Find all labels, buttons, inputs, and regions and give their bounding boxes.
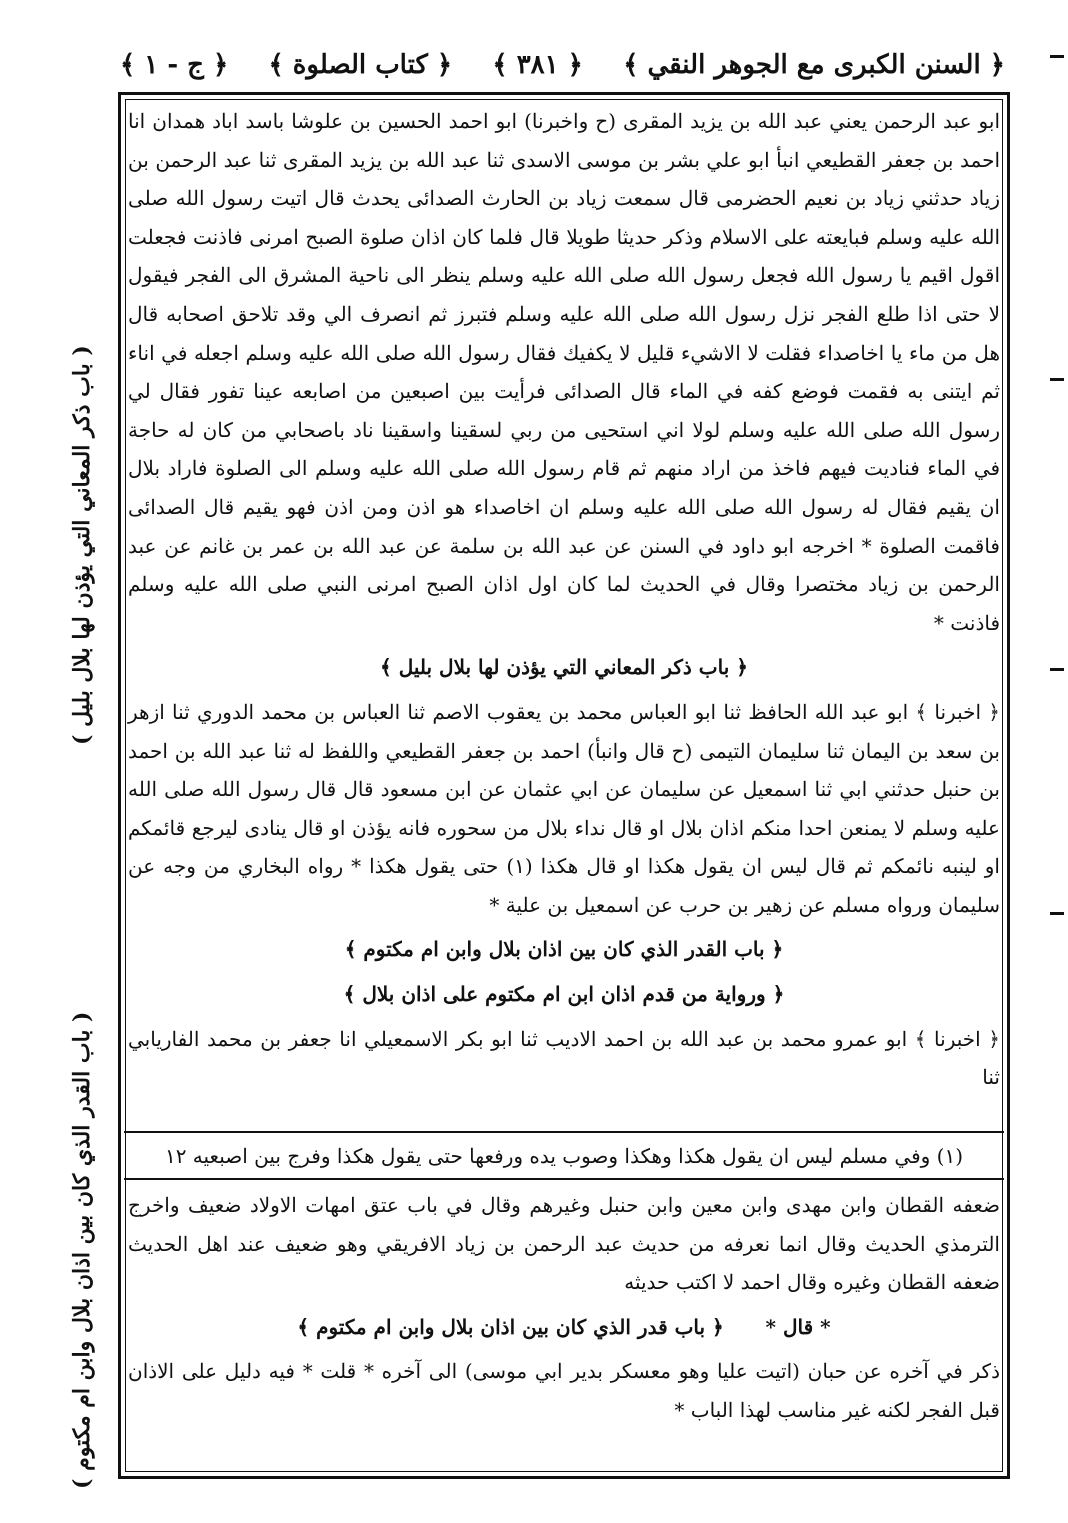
book-title: ﴿ السنن الكبرى مع الجوهر النقي ﴾ bbox=[623, 50, 1005, 80]
commentary-paragraph: ضعفه القطان وابن مهدى وابن معين وابن حنبل وغيرهم وقال في باب عتق امهات الاولاد ضعيف واخرج الترمذي الحديث وقال انما نعرفه من حديث عبد الرحمن بن زياد الافريقي وهو ضعيف عند اهل الحديث ضعفه القطان وغيره وقال احمد لا اكتب حديثه bbox=[128, 1193, 1000, 1295]
main-text bbox=[128, 102, 1000, 1132]
margin-mark bbox=[1050, 912, 1064, 915]
footnote: (١) وفي مسلم ليس ان يقول هكذا وهكذا وصوب يده ورفعها حتى يقول هكذا وفرج بين اصبعيه ١٢ bbox=[164, 1144, 964, 1168]
section-heading: ﴿ باب القدر الذي كان بين اذان بلال وابن ام مكتوم ﴾ bbox=[344, 937, 784, 962]
section-subheading: ﴿ ورواية من قدم اذان ابن ام مكتوم على اذان بلال ﴾ bbox=[343, 982, 785, 1007]
volume-label: ﴿ ج - ١ ﴾ bbox=[120, 50, 229, 80]
commentary-heading-text: ﴿ باب قدر الذي كان بين اذان بلال وابن ام مكتوم ﴾ bbox=[297, 1314, 724, 1339]
commentary-divider bbox=[124, 1178, 1004, 1180]
main-paragraph: ﴿ اخبرنا ﴾ ابو عبد الله الحافظ ثنا ابو العباس محمد بن يعقوب الاصم ثنا العباس بن محمد الدوري ثنا ازهر بن سعد بن اليمان ثنا سليمان التيمى (ح قال وانبأ) احمد بن جعفر القطيعي واللفظ له ثنا عبد الله بن احمد بن حنبل حدثني ابي ثنا اسمعيل عن سليمان عن ابي عثمان عن ابن مسعود قال قال رسول الله صلى الله عليه وسلم لا يمنعن احدا منكم اذان بلال او قال نداء بلال من سحوره فانه يؤذن او قال ينادى ليرجع قائمكم او لينبه نائمكم ثم قال ليس ان يقول هكذا او قال هكذا (١) حتى يقول هكذا * رواه البخاري من وجه عن سليمان ورواه مسلم عن زهير بن حرب عن اسمعيل بن علية * bbox=[128, 699, 1000, 917]
margin-mark bbox=[1050, 378, 1064, 381]
footnote-divider bbox=[124, 1131, 1004, 1133]
commentary-qal: * قال * bbox=[765, 1314, 831, 1339]
page-number: ﴿ ٣٨١ ﴾ bbox=[492, 50, 583, 80]
margin-mark bbox=[1050, 668, 1064, 671]
chapter-title: ﴿ كتاب الصلوة ﴾ bbox=[268, 50, 453, 80]
page-header bbox=[120, 40, 1005, 90]
section-heading: ﴿ باب ذكر المعاني التي يؤذن لها بلال بليل ﴾ bbox=[380, 655, 748, 680]
side-title-top: ( باب ذكر المعاني التي يؤذن لها بلال بليل ) bbox=[69, 345, 95, 745]
commentary-paragraph: ذكر في آخره عن حبان (اتيت عليا وهو معسكر بدير ابي موسى) الى آخره * قلت * فيه دليل على الاذان قبل الفجر لكنه غير مناسب لهذا الباب * bbox=[128, 1359, 1000, 1422]
side-title-bottom: ( باب القدر الذي كان بين اذان بلال وابن ام مكتوم ) bbox=[69, 1011, 95, 1489]
main-paragraph: ﴿ اخبرنا ﴾ ابو عمرو محمد بن عبد الله بن احمد الاديب ثنا ابو بكر الاسمعيلي انا جعفر بن محمد الفاريابي ثنا bbox=[128, 1026, 1000, 1090]
main-paragraph: ابو عبد الرحمن يعني عبد الله بن يزيد المقرى (ح واخبرنا) ابو احمد الحسين بن علوشا باسد اباد همدان انا احمد بن جعفر القطيعي انبأ ابو علي بشر بن موسى الاسدى ثنا عبد الله بن يزيد المقرى ثنا عبد الرحمن بن زياد حدثني زياد بن نعيم الحضرمى قال سمعت زياد بن الحارث الصدائى يحدث قال اتيت رسول الله صلى الله عليه وسلم فبايعته على الاسلام وذكر حديثا طويلا قال فلما كان اذان صلوة الصبح امرنى فاذنت فجعلت اقول اقيم يا رسول الله فجعل رسول الله صلى الله عليه وسلم ينظر الى ناحية المشرق الى الفجر فيقول لا حتى اذا طلع الفجر نزل رسول الله صلى الله عليه وسلم فتبرز ثم انصرف الي وقد تلاحق اصحابه قال هل من ماء يا اخاصداء فقلت لا الاشيء قليل لا يكفيك فقال رسول الله صلى الله عليه وسلم اجعله في اناء ثم ايتنى به فقمت فوضع كفه في الماء قال الصدائى فرأيت بين اصبعين من اصابعه عينا تفور فقال لي رسول الله صلى الله عليه وسلم لولا اني استحيى من ربي لسقينا واسقينا ناد باصحابي من كان له حاجة في الماء فناديت فيهم فاخذ من اراد منهم ثم قام رسول الله صلى الله عليه وسلم الى الصلوة فاراد بلال ان يقيم فقال له رسول الله صلى الله عليه وسلم ان اخاصداء هو اذن ومن اذن فهو يقيم قال الصدائى فاقمت الصلوة * اخرجه ابو داود في السنن عن عبد الله بن سلمة عن عبد الله بن عمر بن غانم عن عبد الرحمن بن زياد مختصرا وقال في الحديث لما كان اول اذان الصبح امرنى النبي صلى الله عليه وسلم فاذنت * bbox=[128, 109, 1000, 635]
margin-mark bbox=[1050, 55, 1064, 58]
commentary-heading bbox=[128, 1308, 1000, 1347]
commentary-text bbox=[128, 1186, 1000, 1471]
